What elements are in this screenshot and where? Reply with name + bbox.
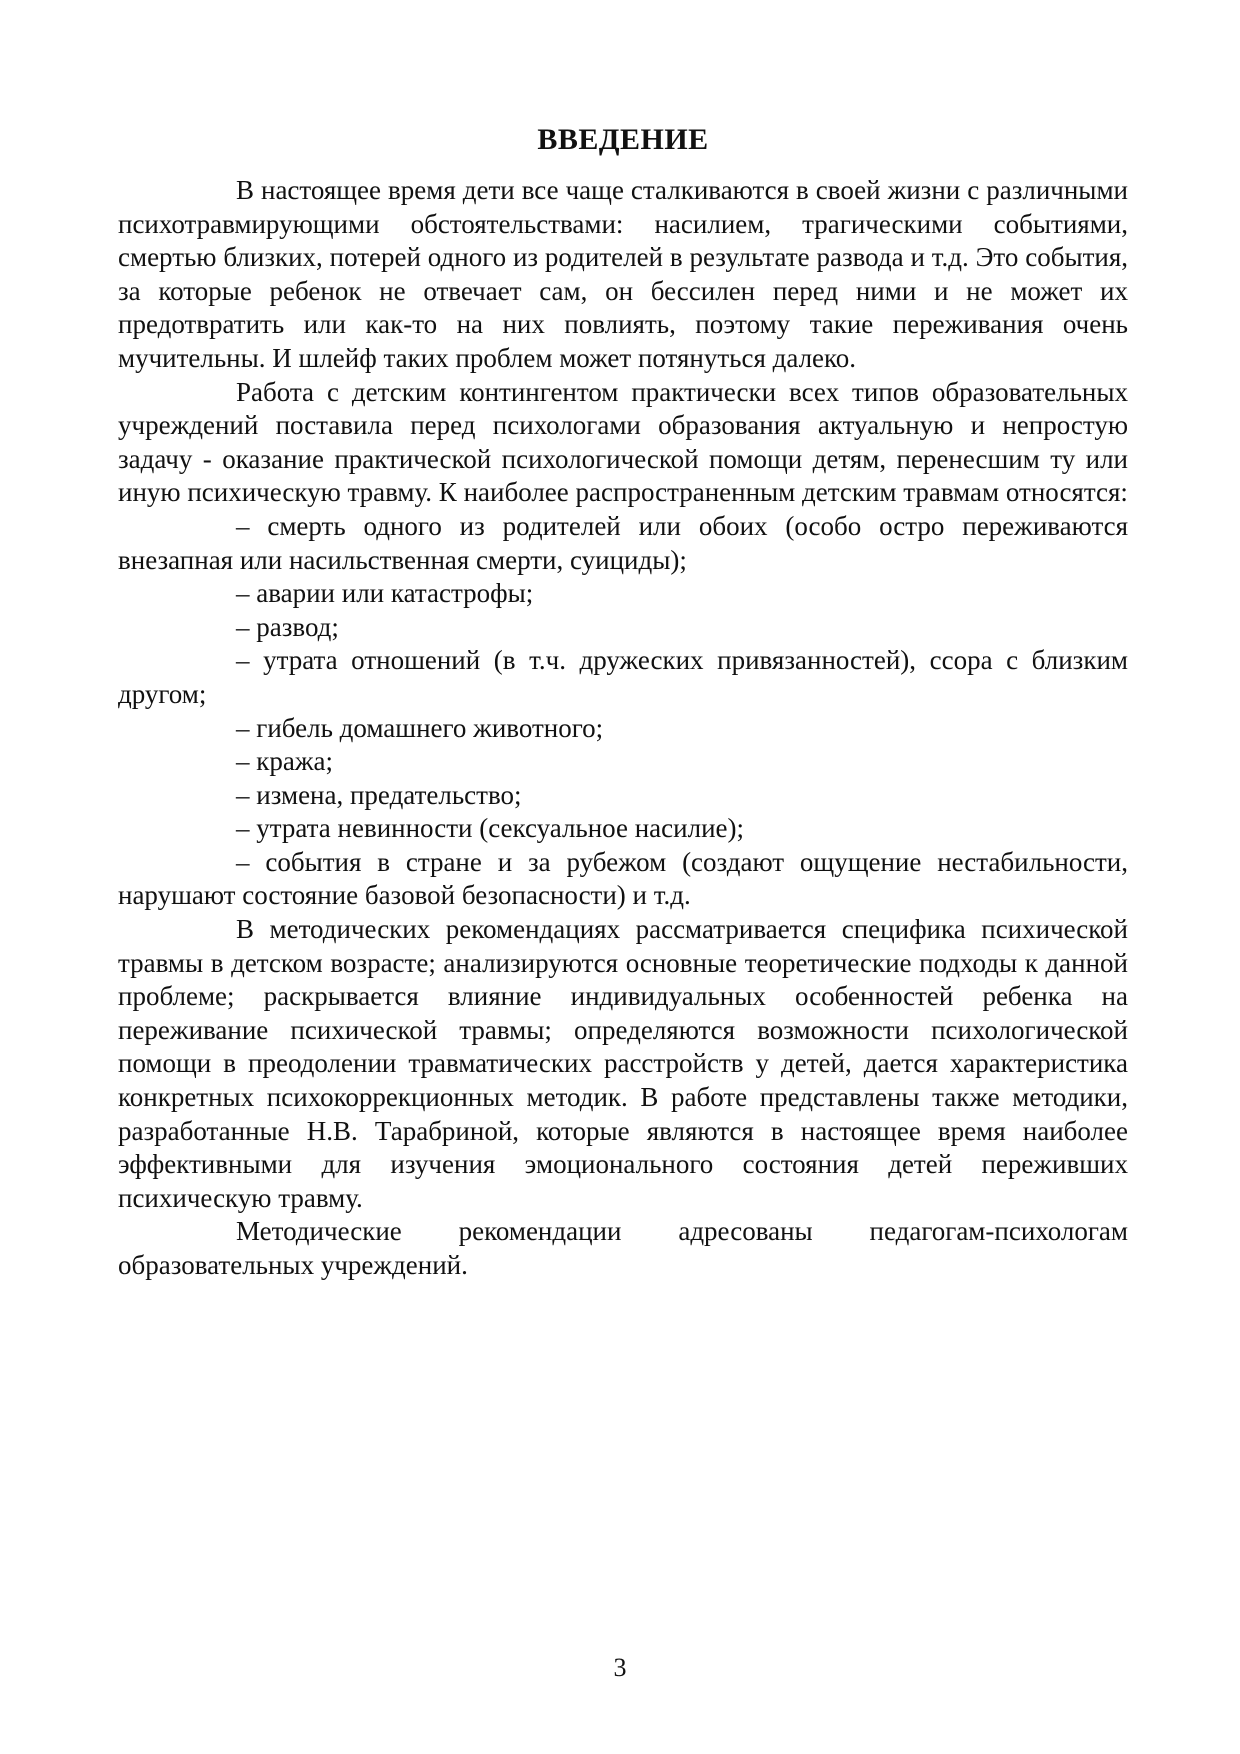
list-item: – измена, предательство;: [236, 779, 522, 810]
page-number: 3: [613, 1653, 627, 1682]
list-item: – гибель домашнего животного;: [236, 712, 604, 743]
list-item: – утрата невинности (сексуальное насилие);: [236, 813, 745, 844]
intro-paragraph-2: Работа с детским контингентом практически всех типов образовательных учреждений поставила перед психологами образования актуальную и непростую задачу - оказание практической психологической помощи детям, перенесшим ту или иную психическую травму. К наиболее распространенным детским травмам относятся:: [118, 376, 1128, 508]
list-item: – события в стране и за рубежом (создают ощущение нестабильности, нарушают состояние базовой безопасности) и т.д.: [118, 846, 1128, 911]
page-title: ВВЕДЕНИЕ: [537, 123, 709, 156]
list-item: – смерть одного из родителей или обоих (особо остро переживаются внезапная или насильственная смерти, суициды);: [118, 510, 1128, 575]
audience-paragraph: Методические рекомендации адресованы педагогам-психологам образовательных учреждений.: [118, 1216, 1128, 1280]
trauma-list: [118, 510, 1128, 913]
list-item: – развод;: [236, 611, 339, 642]
methods-paragraph: В методических рекомендациях рассматривается специфика психической травмы в детском возрасте; анализируются основные теоретические подходы к данной проблеме; раскрывается влияние индивидуальных особенностей ребенка на переживание психической травмы; определяются возможности психологической помощи в преодолении травматических расстройств у детей, дается характеристика конкретных психокоррекционных методик. В работе представлены также методики, разработанные Н.В. Тарабриной, которые являются в настоящее время наиболее эффективными для изучения эмоционального состояния детей переживших психическую травму.: [118, 914, 1128, 1213]
page-content: [118, 110, 1128, 1283]
intro-paragraph-1: В настоящее время дети все чаще сталкиваются в своей жизни с различными психотравмирующими обстоятельствами: насилием, трагическими событиями, смертью близких, потерей одного из родителей в результате развода и т.д. Это события, за которые ребенок не отвечает сам, он бессилен перед ними и не может их предотвратить или как-то на них повлиять, поэтому такие переживания очень мучительны. И шлейф таких проблем может потянуться далеко.: [118, 175, 1128, 373]
list-item: – аварии или катастрофы;: [236, 578, 534, 609]
list-item: – утрата отношений (в т.ч. дружеских привязанностей), ссора с близким другом;: [118, 645, 1128, 709]
list-item: – кража;: [236, 746, 333, 777]
